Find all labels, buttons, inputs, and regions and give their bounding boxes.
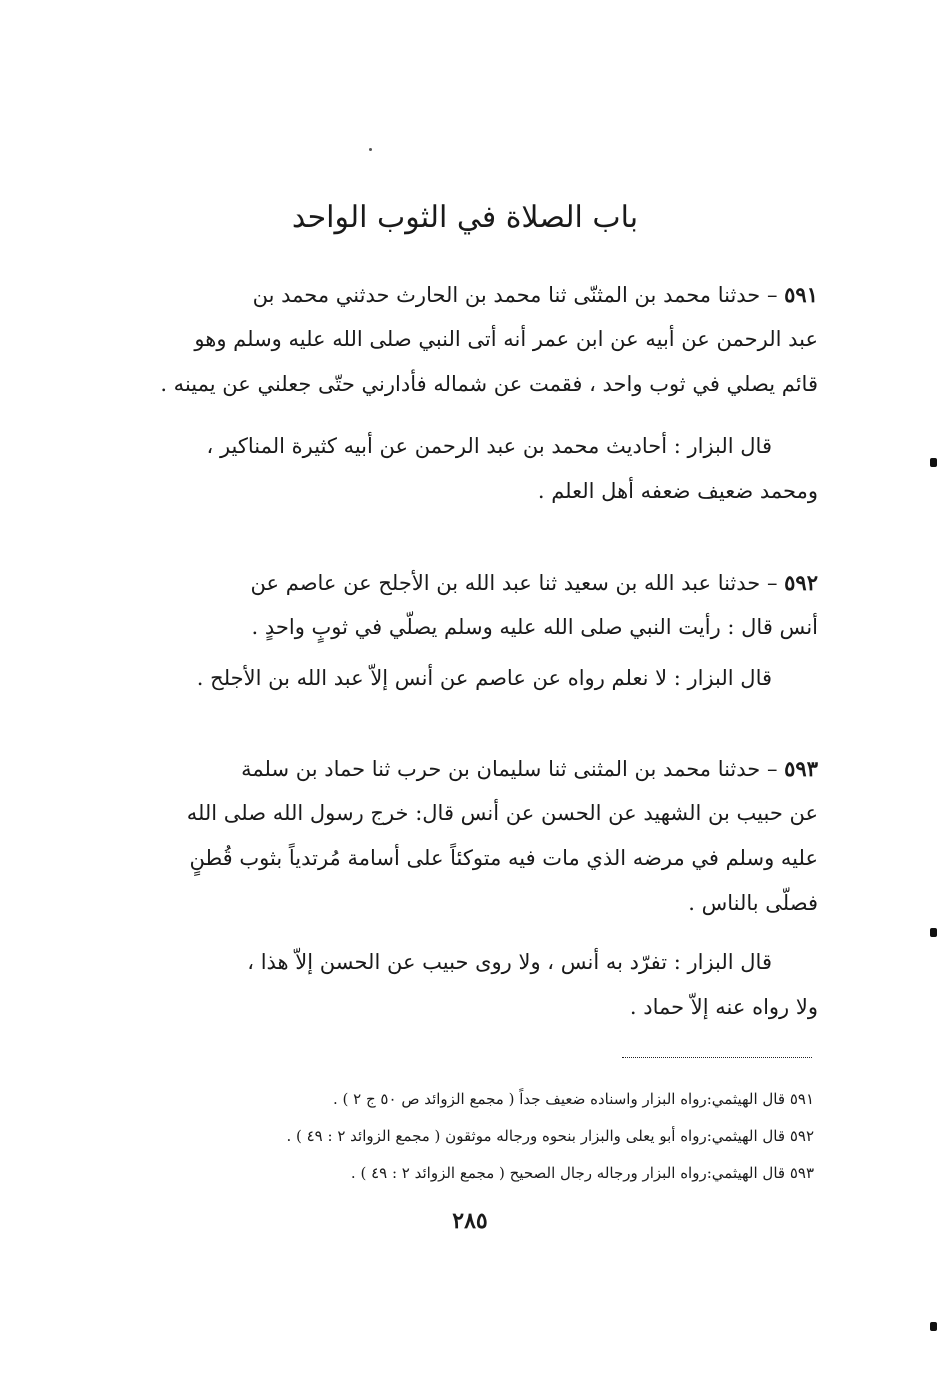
- comment-line: ومحمد ضعيف ضعفه أهل العلم .: [537, 479, 818, 503]
- comment-line: ولا رواه عنه إلاّ حماد .: [629, 995, 818, 1019]
- footnote-separator: [622, 1057, 812, 1058]
- hadith-592: [146, 560, 818, 650]
- footnotes: [140, 1081, 814, 1192]
- hadith-line: أنس قال : رأيت النبي صلى الله عليه وسلم يصلّي في ثوبٍ واحدٍ .: [251, 615, 818, 639]
- page-edge-mark: [930, 928, 937, 937]
- comment-line: قال البزار : لا نعلم رواه عن عاصم عن أنس إلاّ عبد الله بن الأجلح .: [196, 666, 772, 690]
- print-speck: [369, 148, 372, 151]
- hadith-line: قائم يصلي في ثوب واحد ، فقمت عن شماله فأدارني حتّى جعلني عن يمينه .: [160, 372, 818, 396]
- hadith-592-comment: [146, 656, 818, 701]
- page-edge-mark: [930, 1322, 937, 1331]
- hadith-593: [146, 746, 818, 926]
- comment-line: قال البزار : أحاديث محمد بن عبد الرحمن عن أبيه كثيرة المناكير ،: [206, 434, 772, 458]
- hadith-number: ٥٩٣: [784, 756, 818, 781]
- hadith-number: ٥٩٢: [784, 570, 818, 595]
- hadith-line: عبد الرحمن عن أبيه عن ابن عمر أنه أتى النبي صلى الله عليه وسلم وهو: [194, 327, 818, 351]
- footnote-593: ٥٩٣ قال الهيثمي:رواه البزار ورجاله رجال الصحيح ( مجمع الزوائد ٢ : ٤٩ ) .: [350, 1164, 814, 1182]
- footnote-591: ٥٩١ قال الهيثمي:رواه البزار واسناده ضعيف جداً ( مجمع الزوائد ص ٥٠ ج ٢ ) .: [332, 1090, 814, 1108]
- page-edge-mark: [930, 458, 937, 467]
- page-number: ٢٨٥: [452, 1208, 488, 1234]
- chapter-title: باب الصلاة في الثوب الواحد: [291, 200, 639, 235]
- footnote-592: ٥٩٢ قال الهيثمي:رواه أبو يعلى والبزار بنحوه ورجاله موثقون ( مجمع الزوائد ٢ : ٤٩ ) .: [286, 1127, 814, 1145]
- comment-line: قال البزار : تفرّد به أنس ، ولا روى حبيب عن الحسن إلاّ هذا ،: [247, 950, 772, 974]
- hadith-line: ٥٩١ – حدثنا محمد بن المثنّى ثنا محمد بن الحارث حدثني محمد بن: [252, 282, 818, 307]
- hadith-line: فصلّى بالناس .: [688, 891, 818, 915]
- hadith-593-comment: [146, 940, 818, 1030]
- hadith-line: ٥٩٢ – حدثنا عبد الله بن سعيد ثنا عبد الله بن الأجلح عن عاصم عن: [250, 570, 818, 595]
- hadith-line: عن حبيب بن الشهيد عن الحسن عن أنس قال: خرج رسول الله صلى الله: [186, 801, 818, 825]
- hadith-591-comment: [146, 424, 818, 514]
- hadith-line: عليه وسلم في مرضه الذي مات فيه متوكئاً على أسامة مُرتدياً بثوب قُطنٍ: [189, 846, 818, 870]
- hadith-number: ٥٩١: [784, 282, 818, 307]
- hadith-line: ٥٩٣ – حدثنا محمد بن المثنى ثنا سليمان بن حرب ثنا حماد بن سلمة: [241, 756, 818, 781]
- hadith-591: [146, 272, 818, 407]
